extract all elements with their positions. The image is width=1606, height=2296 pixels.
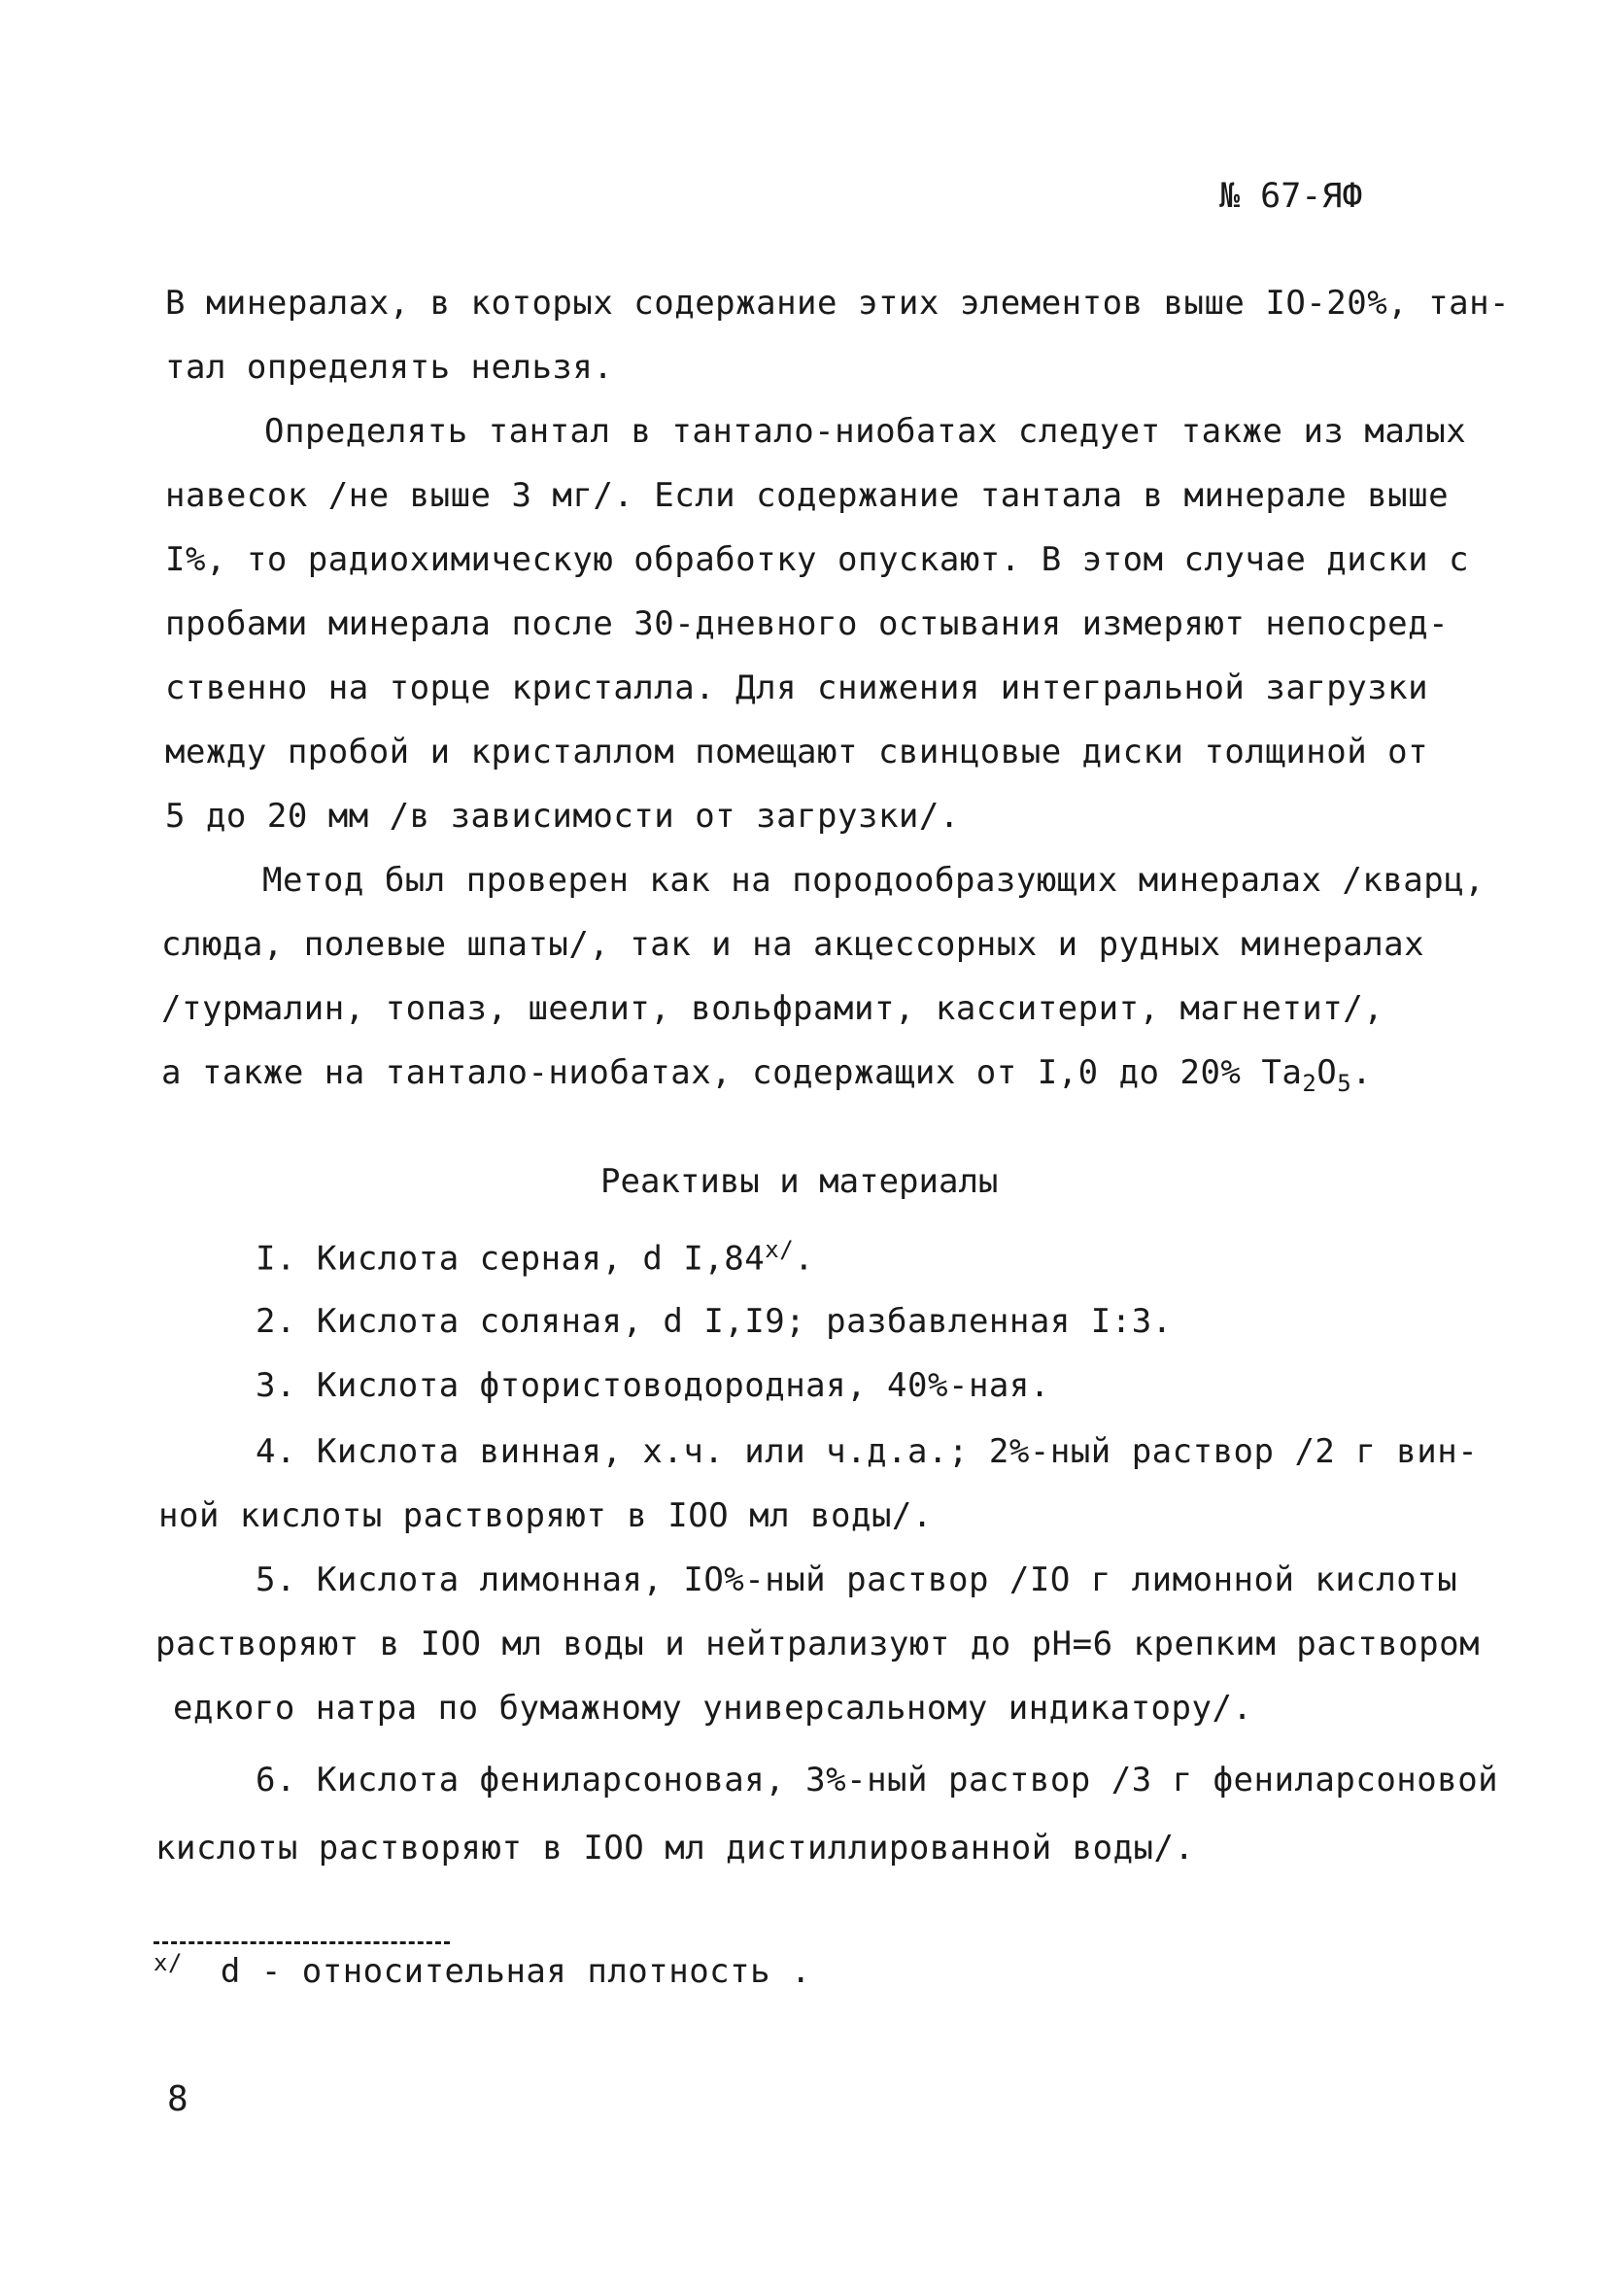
reagent-item-6-line-1: 6. Кислота фениларсоновая, 3%-ный раствор /3 г фениларсоновой: [256, 1761, 1499, 1799]
body-line-9: 5 до 20 мм /в зависимости от загрузки/.: [165, 797, 960, 836]
footnote-divider: [154, 1941, 450, 1944]
body-line-12: /турмалин, топаз, шеелит, вольфрамит, касситерит, магнетит/,: [161, 989, 1384, 1028]
reagent-item-4-line-1: 4. Кислота винная, х.ч. или ч.д.а.; 2%-ный раствор /2 г вин-: [256, 1432, 1479, 1471]
reagent-item-2: 2. Кислота соляная, d I,I9; разбавленная I:3.: [256, 1302, 1173, 1341]
reagent-item-5-line-2: растворяют в IOO мл воды и нейтрализуют до pH=6 крепким раствором: [155, 1625, 1481, 1663]
reagent-item-4-line-2: ной кислоты растворяют в IOO мл воды/.: [158, 1496, 933, 1535]
body-line-7: ственно на торце кристалла. Для снижения интегральной загрузки: [165, 668, 1429, 707]
body-line-4: навесок /не выше 3 мг/. Если содержание тантала в минерале выше: [165, 476, 1450, 515]
formula-subscript-2: 2: [1302, 1069, 1317, 1097]
footnote-marker: x/: [154, 1949, 183, 1976]
reagent-item-1-text: I. Кислота серная, d I,84: [256, 1239, 766, 1279]
body-line-13-text: а также на тантало-ниобатах, содержащих от I,0 до 20% Ta: [161, 1053, 1303, 1092]
reagent-item-6-line-2: кислоты растворяют в IOO мл дистиллированной воды/.: [155, 1829, 1195, 1868]
reagent-item-1: [256, 1236, 814, 1278]
document-number: № 67-ЯФ: [1219, 177, 1363, 216]
reagent-item-3: 3. Кислота фтористоводородная, 40%-ная.: [256, 1366, 1050, 1405]
body-line-1: В минералах, в которых содержание этих элементов выше IO-20%, тан-: [165, 284, 1511, 323]
body-line-10: Метод был проверен как на породообразующих минералах /кварц,: [262, 861, 1486, 900]
reagent-item-1-end: .: [794, 1239, 815, 1279]
formula-period: .: [1351, 1053, 1373, 1092]
reagents-heading: Реактивы и материалы: [600, 1162, 999, 1201]
body-line-6: пробами минерала после 30-дневного остывания измеряют непосред-: [165, 604, 1450, 643]
body-line-2: тал определять нельзя.: [165, 348, 614, 387]
page-number: 8: [167, 2079, 188, 2119]
footnote-text: d - относительная плотность .: [220, 1952, 812, 1992]
reagent-item-5-line-1: 5. Кислота лимонная, IO%-ный раствор /IO г лимонной кислоты: [256, 1560, 1458, 1599]
body-line-13: [161, 1053, 1372, 1097]
body-line-3: Определять тантал в тантало-ниобатах следует также из малых: [264, 412, 1467, 451]
formula-subscript-5: 5: [1337, 1069, 1352, 1097]
formula-oxygen: O: [1316, 1053, 1338, 1092]
body-line-5: I%, то радиохимическую обработку опускают. В этом случае диски с: [165, 540, 1470, 579]
body-line-11: слюда, полевые шпаты/, так и на акцессорных и рудных минералах: [161, 925, 1425, 964]
reagent-item-5-line-3: едкого натра по бумажному универсальному индикатору/.: [173, 1689, 1253, 1728]
footnote-reference: x/: [765, 1236, 795, 1263]
body-line-8: между пробой и кристаллом помещают свинцовые диски толщиной от: [165, 733, 1429, 771]
footnote: [154, 1949, 811, 1991]
